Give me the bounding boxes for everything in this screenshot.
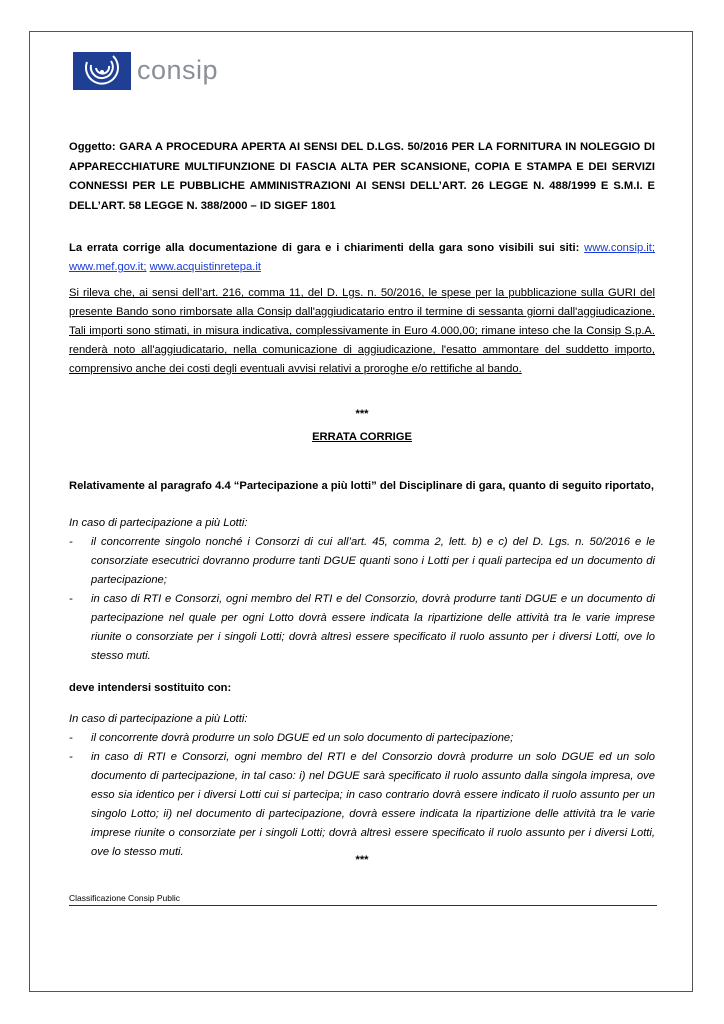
- replacement-item-2: [69, 748, 655, 862]
- notice-paragraph: [69, 239, 655, 277]
- reference-heading: Relativamente al paragrafo 4.4 “Partecipazione a più lotti” del Disciplinare di gara, quanto di seguito riportato,: [69, 480, 654, 492]
- costs-paragraph: Si rileva che, ai sensi dell’art. 216, comma 11, del D. Lgs. n. 50/2016, le spese per la pubblicazione sulla GURI del presente Bando sono rimborsate alla Consip dall'aggiudicatario entro il termine di sessanta giorni dall'aggiudicazione. Tali importi sono stimati, in misura indicativa, complessivamente in Euro 4.000,00; rimane inteso che la Consip S.p.A. renderà noto all'aggiudicatario, nella comunicazione di aggiudicazione, l'esatto ammontare del suddetto importo, comprensivo anche dei costi degli eventuali avvisi relativi a proroghe e/o rettifiche al bando.: [69, 287, 655, 375]
- footer-classification: Classificazione Consip Public: [69, 893, 181, 903]
- separator-top: ***: [355, 408, 369, 420]
- separator-bottom: ***: [355, 854, 369, 866]
- list-marker: -: [69, 593, 73, 605]
- footer-divider: [69, 905, 657, 906]
- subject-block: [69, 138, 655, 216]
- logo-wordmark: consip: [137, 54, 219, 85]
- replacement-item-2-text: in caso di RTI e Consorzi, ogni membro del RTI e del Consorzio dovrà produrre un solo DGUE ed un solo documento di partecipazione, in tal caso: i) nel DGUE sarà specificato il ruolo assunto dalla singola impresa, ove esso sia identico per i diversi Lotti cui si partecipa; in caso contrario dovrà essere indicato il ruolo assunto per un singolo Lotto; ii) nel documento di partecipazione, dovrà essere indicata la ripartizione delle attività tra le varie imprese riunite o consorziate per i singoli Lotti; dovrà altresì essere specificato il ruolo assunto per i diversi Lotti, ove lo stesso muti.: [91, 751, 655, 858]
- list-marker: -: [69, 536, 73, 548]
- original-item-2: [69, 590, 655, 666]
- link-consip[interactable]: www.consip.it;: [584, 242, 656, 254]
- list-marker: -: [69, 751, 73, 763]
- subject-text: GARA A PROCEDURA APERTA AI SENSI DEL D.LGS. 50/2016 PER LA FORNITURA IN NOLEGGIO DI APPARECCHIATURE MULTIFUNZIONE DI FASCIA ALTA PER SCANSIONE, COPIA E STAMPA E DEI SERVIZI CONNESSI PER LE PUBBLICHE AMMINISTRAZIONI AI SENSI DELL’ART. 26 LEGGE N. 488/1999 E S.M.I. E DELL’ART. 58 LEGGE N. 388/2000 – ID SIGEF 1801: [69, 141, 656, 212]
- original-item-1-text: il concorrente singolo nonché i Consorzi di cui all’art. 45, comma 2, lett. b) e c) del D. Lgs. n. 50/2016 e le consorziate esecutrici dovranno produrre tanti DGUE quanti sono i Lotti per i quali partecipa ed un documento di partecipazione;: [91, 536, 655, 586]
- replacement-item-1: [69, 729, 655, 748]
- replaced-heading: deve intendersi sostituito con:: [69, 682, 232, 694]
- errata-title: ERRATA CORRIGE: [312, 431, 412, 443]
- original-item-2-text: in caso di RTI e Consorzi, ogni membro del RTI e del Consorzio, dovrà produrre tanti DGUE e un documento di partecipazione nel quale per ogni Lotto dovrà essere indicata la ripartizione delle attività tra le varie imprese riunite o consorziate per i singoli Lotti; dovrà altresì essere specificato il ruolo assunto per i diversi Lotti, ove lo stesso muti.: [91, 593, 655, 662]
- subject-label: Oggetto:: [69, 141, 116, 153]
- list-marker: -: [69, 732, 73, 744]
- replacement-section: [69, 710, 655, 862]
- notice-text: La errata corrige alla documentazione di gara e i chiarimenti della gara sono visibili sui siti:: [69, 242, 580, 254]
- consip-logo: [73, 52, 218, 90]
- replacement-item-1-text: il concorrente dovrà produrre un solo DGUE ed un solo documento di partecipazione;: [91, 732, 514, 744]
- replacement-intro: In caso di partecipazione a più Lotti:: [69, 713, 248, 725]
- original-intro: In caso di partecipazione a più Lotti:: [69, 517, 248, 529]
- link-acquistinretepa[interactable]: www.acquistinretepa.it: [149, 261, 261, 273]
- original-section: [69, 514, 655, 666]
- original-item-1: [69, 533, 655, 590]
- link-mef[interactable]: www.mef.gov.it;: [69, 261, 147, 273]
- consip-logo-icon: [73, 52, 131, 90]
